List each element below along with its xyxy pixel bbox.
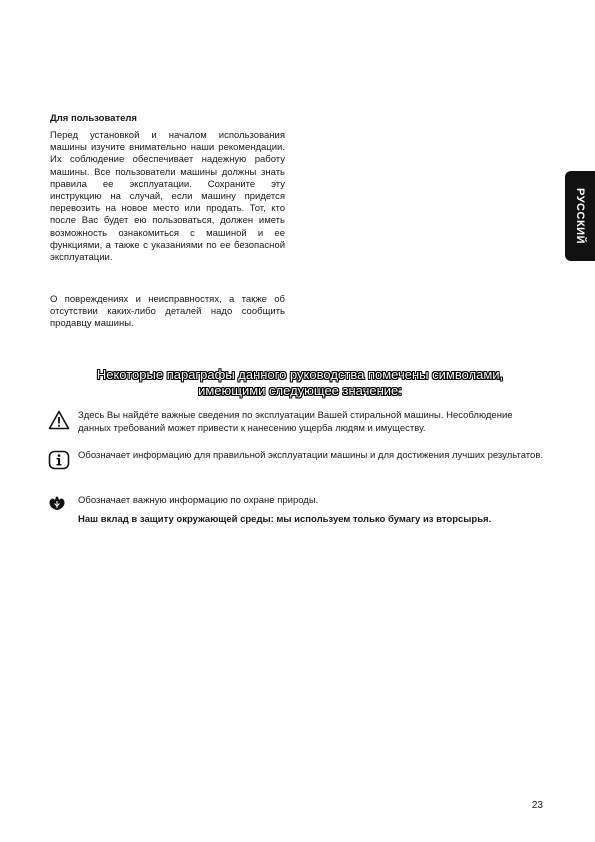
warning-triangle-icon: [48, 410, 70, 430]
user-section-heading: Для пользователя: [50, 113, 137, 124]
eco-description: Обозначает важную информацию по охране природы.: [78, 495, 319, 506]
intro-paragraph: Перед установкой и началом использования машины изучите внимательно наши рекомендации. Их соблюдение обеспечивает надежную работу машины. Все пользователи машины должны знать правила ее эксплуатации. Сохраните эту инструкцию на случай, если машину придется перевозить на новое место или продать. Тот, кто после Вас будет ею пользоваться, должен иметь возможность ознакомиться с машиной и ее функциями, а также с указаниями по ее безопасной эксплуатации.: [50, 130, 285, 264]
symbols-title-line2: имеющими следующее значение:: [198, 383, 402, 398]
eco-contribution-note: Наш вклад в защиту окружающей среды: мы используем только бумагу из вторсырья.: [78, 514, 492, 525]
symbols-title-line1: Некоторые параграфы данного руководства помечены символами,: [96, 367, 504, 382]
damage-report-paragraph: О повреждениях и неисправностях, а также об отсутствии каких-либо деталей надо сообщить продавцу машины.: [50, 294, 285, 330]
info-description: Обозначает информацию для правильной эксплуатации машины и для достижения лучших результатов.: [78, 450, 544, 461]
page-number: 23: [531, 800, 543, 811]
language-tab: [565, 171, 595, 261]
symbols-title: [40, 367, 560, 399]
eco-flower-icon: [48, 495, 66, 511]
warning-description: Здесь Вы найдёте важные сведения по эксплуатации Вашей стиральной машины. Несоблюдение данных требований может привести к нанесению ущерба людям и имуществу.: [78, 410, 513, 434]
language-tab-label: РУССКИЙ: [574, 188, 587, 244]
info-icon: [48, 450, 70, 470]
